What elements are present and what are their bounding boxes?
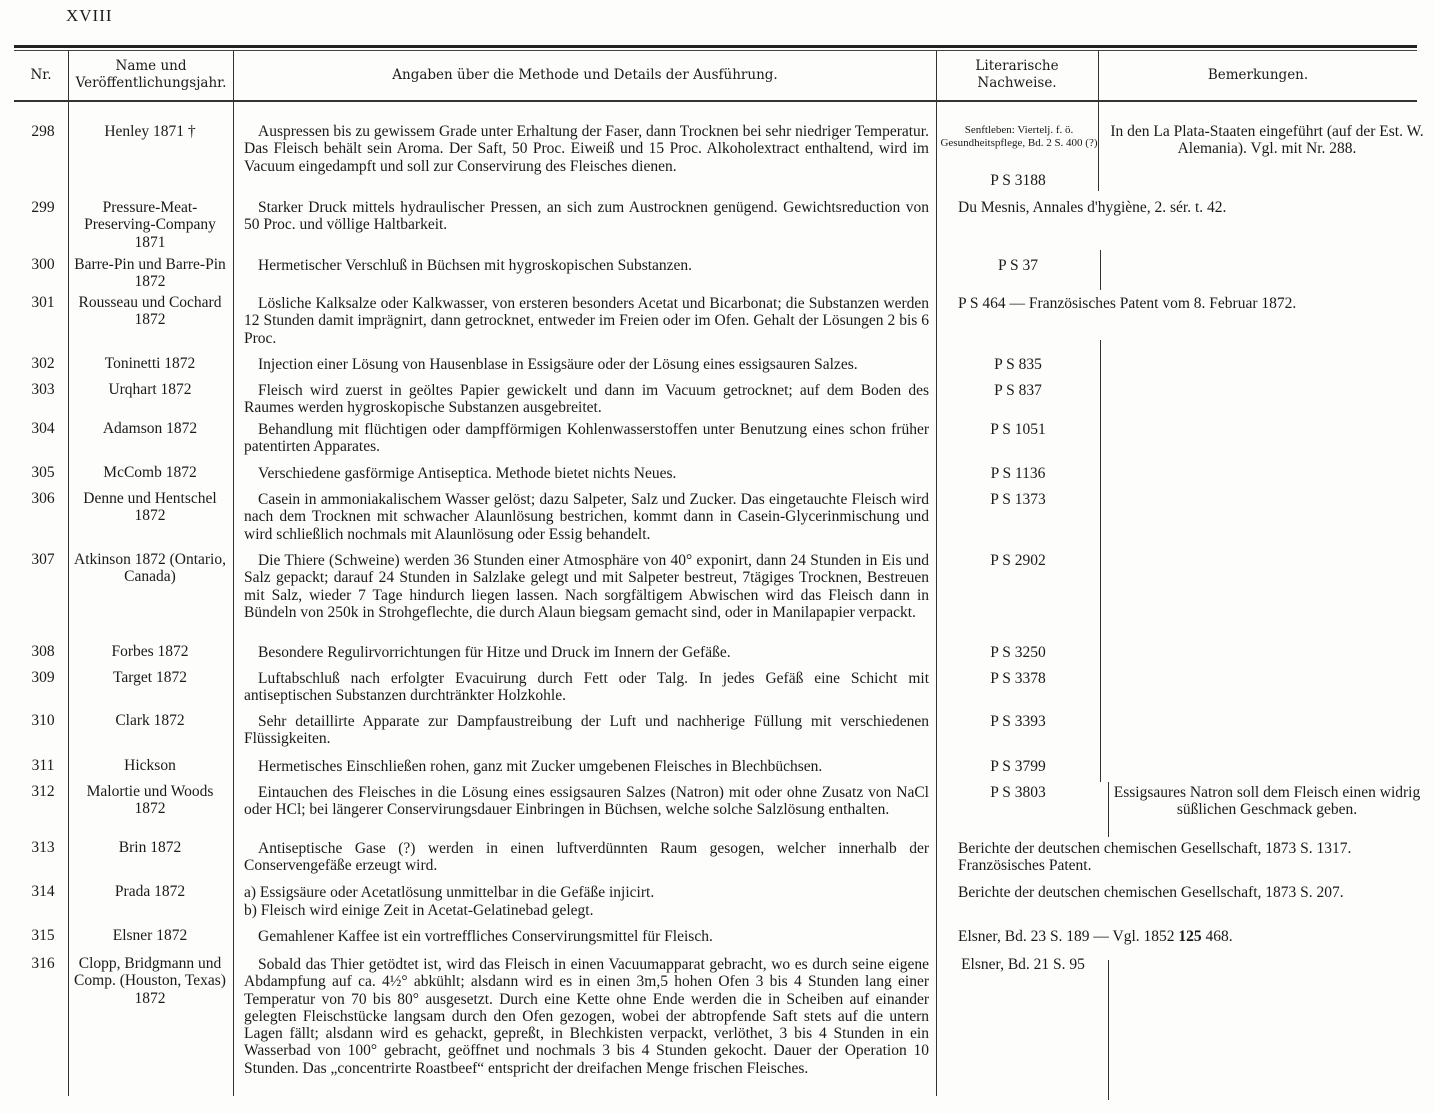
- header-name: Name und Veröffentlichungsjahr.: [75, 58, 227, 91]
- row-name: Forbes 1872: [111, 643, 189, 660]
- row-method: Sobald das Thier getödtet ist, wird das Fleisch in einen Vacuumapparat gebracht, wo es durch seine eigene Abdampfung auf ca. 4½° abkühlt; alsdann wird es in einen 3m,5 hohen Ofen 3 bis 4 Stunden lang einer Temperatur von 70 bis 80° ausgesetzt. Durch eine Kette ohne Ende werden die in Scheiben auf einander gelegten Fleischstücke langsam durch den Ofen gezogen, wobei der abtropfende Saft stets auf die untern Lagen fällt; alsdann wird es gehackt, gepreßt, in Blechkisten verpackt, verlöthet, 3 bis 4 Stunden in ein Wasserbad von 100° gebracht, geöffnet und nochmals 3 bis 4 Stunden gekocht. Dauer der Operation 10 Stunden. Das „concentrirte Roastbeef“ entspricht der dreifachen Menge frischen Fleisches.: [244, 956, 929, 1077]
- row-literature: P S 3250: [990, 644, 1046, 661]
- literature-page: 468.: [1205, 928, 1233, 945]
- row-method-b: b) Fleisch wird einige Zeit in Acetat-Gelatinebad gelegt.: [244, 902, 594, 919]
- row-method: Besondere Regulirvorrichtungen für Hitze und Druck im Innern der Gefäße.: [258, 644, 731, 661]
- header-method: Angaben über die Methode und Details der Ausführung.: [392, 66, 778, 83]
- row-name: Clopp, Bridgmann und Comp. (Houston, Texas) 1872: [74, 955, 226, 1007]
- row-number: 299: [31, 199, 55, 216]
- row-number: 298: [31, 123, 55, 140]
- row-method: Fleisch wird zuerst in geöltes Papier gewickelt und dann im Vacuum getrocknet; auf dem Boden des Raumes werden hygroskopische Substanzen ausgebreitet.: [244, 382, 929, 417]
- column-divider: [68, 51, 69, 1096]
- row-literature: Elsner, Bd. 21 S. 95: [961, 956, 1085, 973]
- row-number: 306: [31, 490, 55, 507]
- row-literature: P S 37: [998, 257, 1038, 274]
- row-literature: P S 3378: [990, 670, 1046, 687]
- column-divider: [1100, 250, 1101, 290]
- row-method: Gemahlener Kaffee ist ein vortreffliches Conservirungsmittel für Fleisch.: [258, 928, 713, 945]
- row-literature: P S 3799: [990, 758, 1046, 775]
- row-literature-patent: P S 3188: [990, 172, 1046, 189]
- row-literature: P S 1136: [990, 465, 1046, 482]
- row-name: Henley 1871 †: [104, 123, 196, 140]
- row-literature: Senftleben: Viertelj. f. ö. Gesundheitspflege, Bd. 2 S. 400 (?): [940, 124, 1098, 149]
- row-method: Casein in ammoniakalischem Wasser gelöst; dazu Salpeter, Salz und Zucker. Das eingetauchte Fleisch wird nach dem Trocknen mit schwacher Alaunlösung bestrichen, kommt dann in Casein-Glycerinmischung und wird schließlich nochmals mit Alaunlösung oder Essig behandelt.: [244, 491, 929, 543]
- row-literature: P S 1051: [990, 421, 1046, 438]
- row-name: Rousseau und Cochard 1872: [78, 294, 222, 329]
- row-name: Atkinson 1872 (Ontario, Canada): [74, 551, 226, 586]
- column-divider: [936, 51, 937, 1096]
- row-name: Target 1872: [113, 669, 187, 686]
- row-name: Elsner 1872: [112, 927, 188, 944]
- row-literature: Du Mesnis, Annales d'hygiène, 2. sér. t. 42.: [958, 199, 1227, 216]
- row-number: 308: [31, 643, 55, 660]
- row-name: Prada 1872: [114, 883, 186, 900]
- row-method: Sehr detaillirte Apparate zur Dampfaustreibung der Luft und nachherige Füllung mit verschiedenen Flüssigkeiten.: [244, 713, 929, 748]
- column-divider: [1100, 340, 1101, 782]
- row-number: 305: [31, 464, 55, 481]
- literature-volume: 125: [1178, 928, 1202, 945]
- row-number: 315: [31, 927, 55, 944]
- row-literature: P S 2902: [990, 552, 1046, 569]
- row-name: Pressure-Meat-Preserving-Company 1871: [84, 199, 216, 251]
- literature-text: Elsner, Bd. 23 S. 189 — Vgl. 1852: [958, 928, 1175, 945]
- column-divider: [1108, 960, 1109, 1100]
- row-number: 316: [31, 955, 55, 972]
- row-number: 302: [31, 355, 55, 372]
- row-remarks: In den La Plata-Staaten eingeführt (auf der Est. W. Alemania). Vgl. mit Nr. 288.: [1110, 123, 1424, 158]
- row-literature: P S 3393: [990, 713, 1046, 730]
- row-number: 307: [31, 551, 55, 568]
- row-number: 314: [31, 883, 55, 900]
- row-literature: P S 1373: [990, 491, 1046, 508]
- row-literature: Berichte der deutschen chemischen Gesellschaft, 1873 S. 207.: [958, 884, 1344, 901]
- row-name: McComb 1872: [103, 464, 197, 481]
- row-method: Hermetisches Einschließen rohen, ganz mit Zucker umgebenen Fleisches in Blechbüchsen.: [258, 758, 823, 775]
- row-method: Auspressen bis zu gewissem Grade unter Erhaltung der Faser, dann Trocknen bei sehr niedriger Temperatur. Das Fleisch behält sein Aroma. Der Saft, 50 Proc. Eiweiß und 15 Proc. Alkoholextract enthaltend, wird im Vacuum eingedampft und soll zur Conservirung des Fleisches dienen.: [244, 123, 929, 175]
- row-number: 312: [31, 783, 55, 800]
- row-literature: [958, 928, 1428, 945]
- row-name: Brin 1872: [118, 839, 182, 856]
- row-method-a: a) Essigsäure oder Acetatlösung unmittelbar in die Gefäße injicirt.: [244, 884, 655, 901]
- page-number: XVIII: [66, 6, 113, 25]
- row-name: Hickson: [124, 757, 176, 774]
- row-method: Antiseptische Gase (?) werden in einen luftverdünnten Raum gesogen, welcher innerhalb der Conservengefäße erzeugt wird.: [244, 840, 929, 875]
- row-name: Clark 1872: [115, 712, 185, 729]
- header-rule: [14, 100, 1417, 102]
- row-number: 303: [31, 381, 55, 398]
- row-number: 309: [31, 669, 55, 686]
- row-method: Starker Druck mittels hydraulischer Pressen, an sich zum Austrocknen genügend. Gewichtsreduction von 50 Proc. und völlige Haltbarkeit.: [244, 199, 929, 234]
- row-literature: Berichte der deutschen chemischen Gesellschaft, 1873 S. 1317. Französisches Patent.: [958, 840, 1352, 875]
- row-number: 313: [31, 839, 55, 856]
- row-number: 300: [31, 256, 55, 273]
- column-divider: [233, 51, 234, 1096]
- row-literature: P S 464 — Französisches Patent vom 8. Februar 1872.: [958, 295, 1297, 312]
- row-name: Toninetti 1872: [104, 355, 196, 372]
- row-number: 310: [31, 712, 55, 729]
- row-method: Eintauchen des Fleisches in die Lösung eines essigsauren Salzes (Natron) mit oder ohne Zusatz von NaCl oder HCl; bei längerer Conservirungsdauer Einbringen in Büchsen, welche solche Salzlösung enthalten.: [244, 784, 929, 819]
- row-method: Verschiedene gasförmige Antiseptica. Methode bietet nichts Neues.: [258, 465, 677, 482]
- column-divider: [1098, 51, 1099, 191]
- row-method: Luftabschluß nach erfolgter Evacuirung durch Fett oder Talg. In jedes Gefäß eine Schicht mit antiseptischen Substanzen durchtränkter Holzkohle.: [244, 670, 929, 705]
- row-name: Denne und Hentschel 1872: [83, 490, 217, 525]
- header-nr: Nr.: [30, 66, 52, 83]
- row-literature: P S 3803: [990, 784, 1046, 801]
- row-remarks: Essigsaures Natron soll dem Fleisch einen widrig süßlichen Geschmack geben.: [1113, 784, 1421, 819]
- row-method: Die Thiere (Schweine) werden 36 Stunden einer Atmosphäre von 40° exponirt, dann 24 Stunden in Eis und Salz gepackt; darauf 24 Stunden in Salzlake gelegt und mit Salpeter bestreut, 7tägiges Trocknen, Bestreuen mit Salz, wieder 7 Tage hindurch liegen lassen. Nach sorgfältigem Abwischen wird das Fleisch dann in Bündeln von 250k in Strohgeflechte, die durch Alaun biegsam gemacht sind, oder in Manilapapier verpackt.: [244, 552, 929, 621]
- row-number: 311: [31, 757, 55, 774]
- header-literature: Literarische Nachweise.: [975, 58, 1059, 91]
- row-name: Barre-Pin und Barre-Pin 1872: [74, 256, 226, 291]
- header-remarks: Bemerkungen.: [1207, 66, 1309, 83]
- row-literature: P S 835: [994, 356, 1042, 373]
- row-method: Hermetischer Verschluß in Büchsen mit hygroskopischen Substanzen.: [258, 257, 693, 274]
- top-rule: [14, 45, 1417, 51]
- row-number: 301: [31, 294, 55, 311]
- row-name: Malortie und Woods 1872: [86, 783, 214, 818]
- row-literature: P S 837: [994, 382, 1042, 399]
- row-name: Adamson 1872: [102, 420, 198, 437]
- row-method: Behandlung mit flüchtigen oder dampfförmigen Kohlenwasserstoffen unter Benutzung eines schon früher patentirten Apparates.: [244, 421, 929, 456]
- row-number: 304: [31, 420, 55, 437]
- row-method: Lösliche Kalksalze oder Kalkwasser, von ersteren besonders Acetat und Bicarbonat; die Substanzen werden 12 Stunden damit imprägnirt, dann getrocknet, entweder im Freien oder im Ofen. Gehalt der Lösungen 2 bis 6 Proc.: [244, 295, 929, 347]
- row-method: Injection einer Lösung von Hausenblase in Essigsäure oder der Lösung eines essigsauren Salzes.: [258, 356, 858, 373]
- row-name: Urqhart 1872: [108, 381, 192, 398]
